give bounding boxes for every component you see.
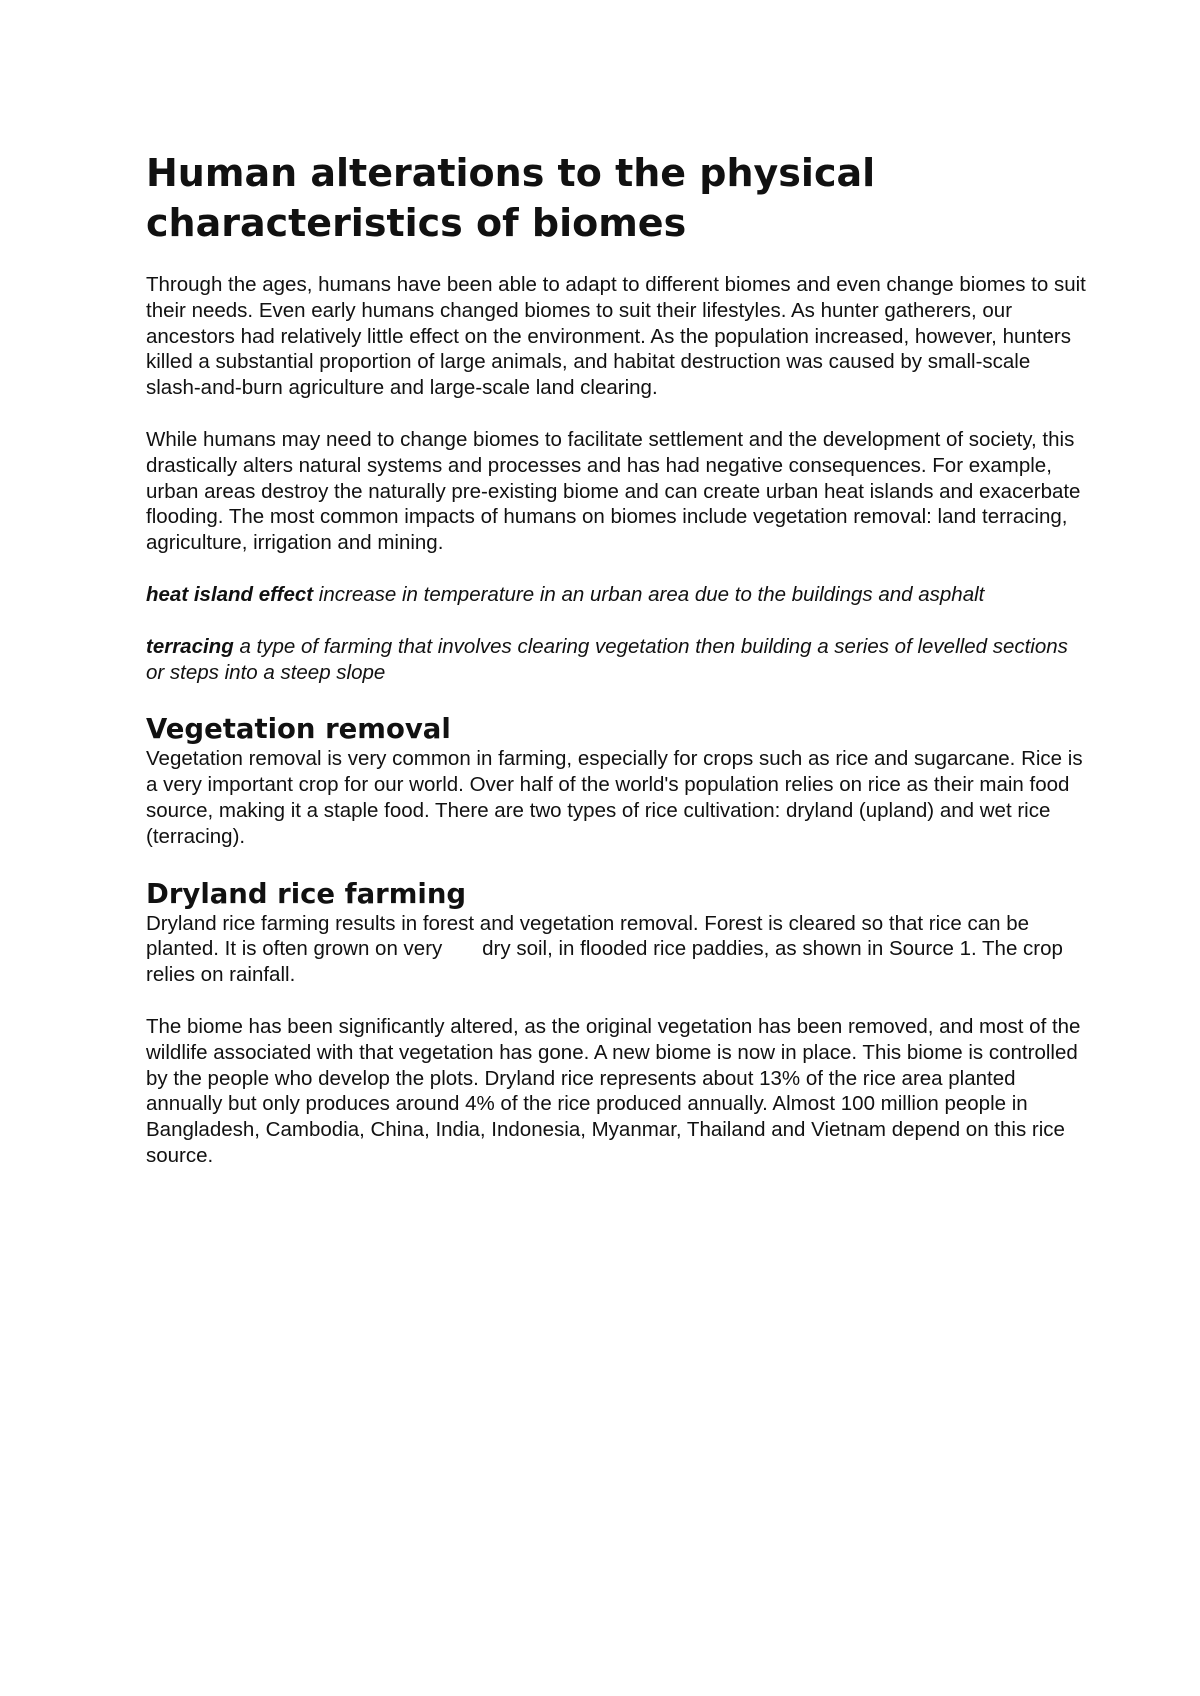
section-heading-vegetation-removal: Vegetation removal (146, 713, 451, 746)
section-paragraph: The biome has been significantly altered, as the original vegetation has been removed, and most of the wildlife associated with that vegetation has gone. A new biome is now in place. This biome is controlled by the people who develop the plots. Dryland rice represents about 13% of the rice area planted annually but only produces around 4% of the rice produced annually. Almost 100 million people in Bangladesh, Cambodia, China, India, Indonesia, Myanmar, Thailand and Vietnam depend on this rice source. (146, 1014, 1081, 1167)
section-paragraph: Vegetation removal is very common in farming, especially for crops such as rice and sugarcane. Rice is a very important crop for our world. Over half of the world's population relies on rice as their main food source, making it a staple food. There are two types of rice cultivation: dryland (upland) and wet rice (terracing). (146, 747, 1083, 848)
definition-term: terracing (146, 634, 234, 658)
definition-text: a type of farming that involves clearing vegetation then building a series of levelled sections or steps into a steep slope (146, 634, 1068, 684)
intro-paragraph-1: Through the ages, humans have been able to adapt to different biomes and even change biomes to suit their needs. Even early humans changed biomes to suit their lifestyles. As hunter gatherers, our ancestors had relatively little effect on the environment. As the population increased, however, hunters killed a substantial proportion of large animals, and habitat destruction was caused by small-scale slash-and-burn agriculture and large-scale land clearing. (146, 273, 1086, 400)
section-paragraph: Dryland rice farming results in forest and vegetation removal. Forest is cleared so that rice can be planted. It is often grown on very dry soil, in flooded rice paddies, as shown in Source 1. The crop relies on rainfall. (146, 911, 1069, 987)
definition-terracing (146, 634, 1086, 686)
page-title: Human alterations to the physical characteristics of biomes (146, 151, 876, 245)
definition-text: increase in temperature in an urban area due to the buildings and asphalt (318, 582, 985, 606)
document-content (146, 148, 1086, 1195)
definition-term: heat island effect (146, 582, 314, 606)
definition-heat-island-effect (146, 582, 1086, 608)
section-heading-dryland-rice-farming: Dryland rice farming (146, 877, 467, 910)
intro-paragraph-2: While humans may need to change biomes to facilitate settlement and the development of society, this drastically alters natural systems and processes and has had negative consequences. For example, urban areas destroy the naturally pre-existing biome and can create urban heat islands and exacerbate flooding. The most common impacts of humans on biomes include vegetation removal: land terracing, agriculture, irrigation and mining. (146, 427, 1081, 555)
